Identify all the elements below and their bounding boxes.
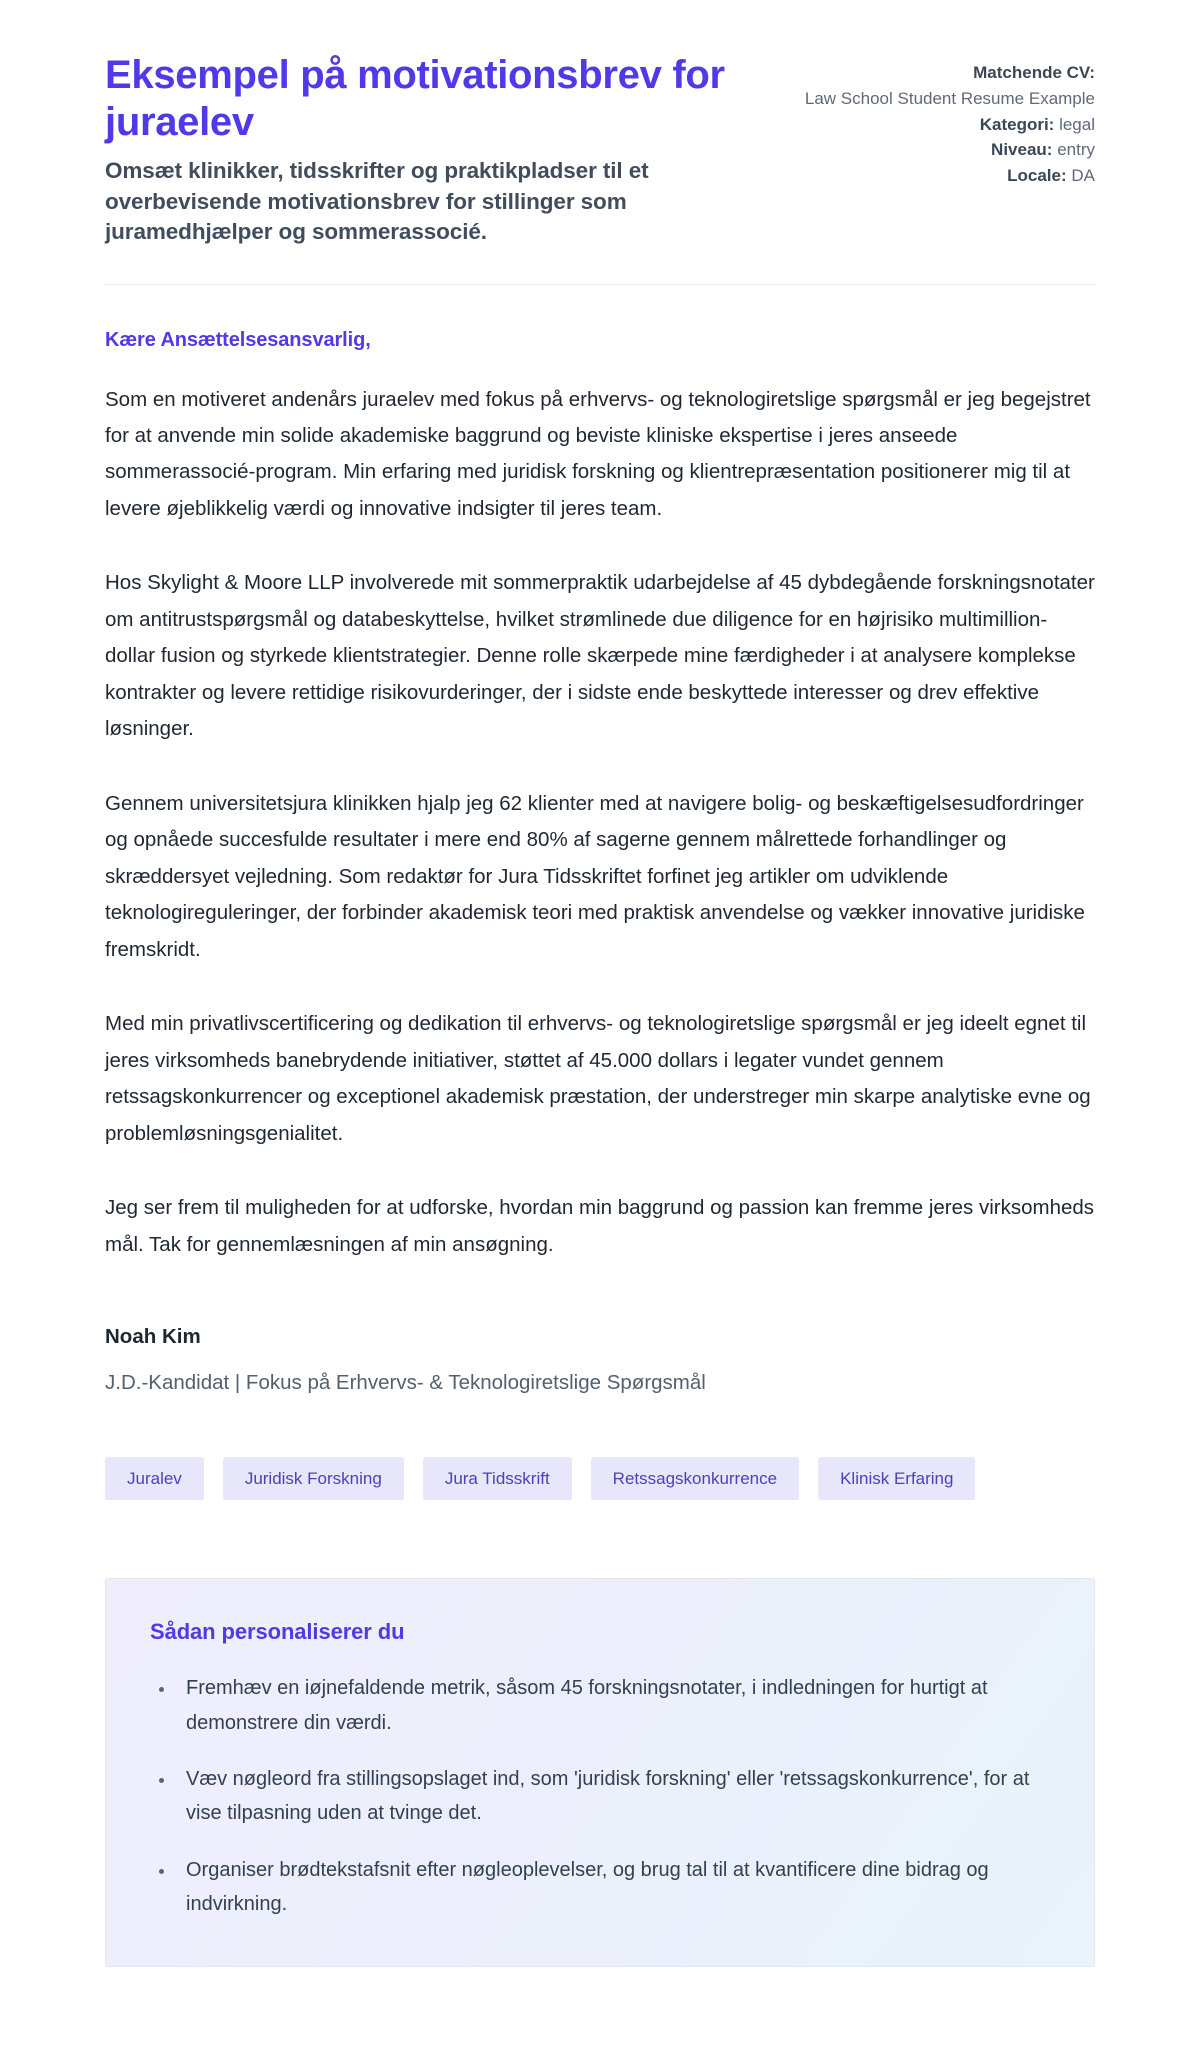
letter-paragraph: Gennem universitetsjura klinikken hjalp jeg 62 klienter med at navigere bolig- og beskæftigelsesudfordringer og opnåede succesfulde resultater i mere end 80% af sagerne gennem målrettede forhandlinger og skræddersyet vejledning. Som redaktør for Jura Tidsskriftet forfinet jeg artikler om udviklende teknologireguleringer, der forbinder akademisk teori med praktisk anvendelse og vækker innovative juridiske fremskridt.: [105, 791, 1085, 961]
letter-paragraph: Hos Skylight & Moore LLP involverede mit sommerpraktik udarbejdelse af 45 dybdegående forskningsnotater om antitrustspørgsmål og databeskyttelse, hvilket strømlinede due diligence for en højrisiko multimillion-dollar fusion og styrkede klientstrategier. Denne rolle skærpede mine færdigheder i at analysere komplekse kontrakter og levere rettidige risikovurderinger, der i sidste ende beskyttede interesser og drev effektive løsninger.: [105, 571, 1095, 741]
signature-role: J.D.-Kandidat | Fokus på Erhvervs- & Teknologiretslige Spørgsmål: [105, 1371, 706, 1395]
meta-level-label: Niveau:: [991, 140, 1053, 160]
letter-salutation: Kære Ansættelsesansvarlig,: [105, 328, 371, 351]
meta-category-value: legal: [1059, 114, 1095, 134]
page-subtitle: Omsæt klinikker, tidsskrifter og praktikpladser til et overbevisende motivationsbrev for stillinger som juramedhjælper og sommerassocié.: [105, 158, 649, 245]
tips-list-item: • Væv nøgleord fra stillingsopslaget ind, som 'juridisk forskning' eller 'retssagskonkurrence', for at vise tilpasning uden at tvinge det.: [176, 1762, 1050, 1831]
meta-matching-cv-label: Matchende CV:: [973, 63, 1095, 82]
letter-paragraph: Som en motiveret andenårs juraelev med fokus på erhvervs- og teknologiretslige spørgsmål er jeg begejstret for at anvende min solide akademiske baggrund og beviste kliniske ekspertise i jeres anseede sommerassocié-program. Min erfaring med juridisk forskning og klientrepræsentation positionerer mig til at levere øjeblikkelig værdi og innovative indsigter til jeres team.: [105, 387, 1091, 520]
page-title: Eksempel på motivationsbrev for juraelev: [105, 53, 725, 145]
header-metadata: [805, 52, 1095, 189]
letter-paragraph: Jeg ser frem til muligheden for at udforske, hvordan min baggrund og passion kan fremme jeres virksomheds mål. Tak for gennemlæsningen af min ansøgning.: [105, 1196, 1095, 1256]
meta-locale-label: Locale:: [1007, 166, 1067, 186]
meta-matching-cv: [805, 60, 1095, 112]
personalization-tips-callout: [105, 1578, 1095, 1966]
meta-level: [805, 137, 1095, 163]
tips-list: [150, 1671, 1050, 1921]
tips-title: Sådan personaliserer du: [150, 1619, 405, 1645]
tag-chip[interactable]: Retssagskonkurrence: [591, 1457, 799, 1500]
meta-locale: [805, 163, 1095, 189]
meta-matching-cv-value: Law School Student Resume Example: [804, 88, 1095, 108]
tips-list-item: • Fremhæv en iøjnefaldende metrik, såsom 45 forskningsnotater, i indledningen for hurtigt at demonstrere din værdi.: [176, 1671, 1050, 1740]
tag-chip[interactable]: Klinisk Erfaring: [818, 1457, 975, 1500]
letter-paragraph: Med min privatlivscertificering og dedikation til erhvervs- og teknologiretslige spørgsmål er jeg ideelt egnet til jeres virksomheds banebrydende initiativer, støttet af 45.000 dollars i legater vundet gennem retssagskonkurrencer og exceptionel akademisk præstation, der understreger min skarpe analytiske evne og problemløsningsgenialitet.: [105, 1012, 1091, 1145]
header-title-group: [105, 52, 765, 248]
meta-locale-value: DA: [1071, 166, 1095, 186]
meta-category: [805, 112, 1095, 138]
meta-category-label: Kategori:: [979, 114, 1055, 134]
tag-chip[interactable]: Juridisk Forskning: [223, 1457, 404, 1500]
tag-chip[interactable]: Juralev: [105, 1457, 204, 1500]
tips-list-item: • Organiser brødtekstafsnit efter nøgleoplevelser, og brug tal til at kvantificere dine bidrag og indvirkning.: [176, 1853, 1050, 1922]
meta-level-value: entry: [1057, 140, 1095, 160]
cover-letter-body: [105, 285, 1095, 1396]
tag-chip[interactable]: Jura Tidsskrift: [423, 1457, 572, 1500]
signature-block: [105, 1325, 1095, 1395]
tag-list: [105, 1457, 1095, 1500]
signature-name: Noah Kim: [105, 1325, 201, 1349]
document-header: [105, 52, 1095, 248]
